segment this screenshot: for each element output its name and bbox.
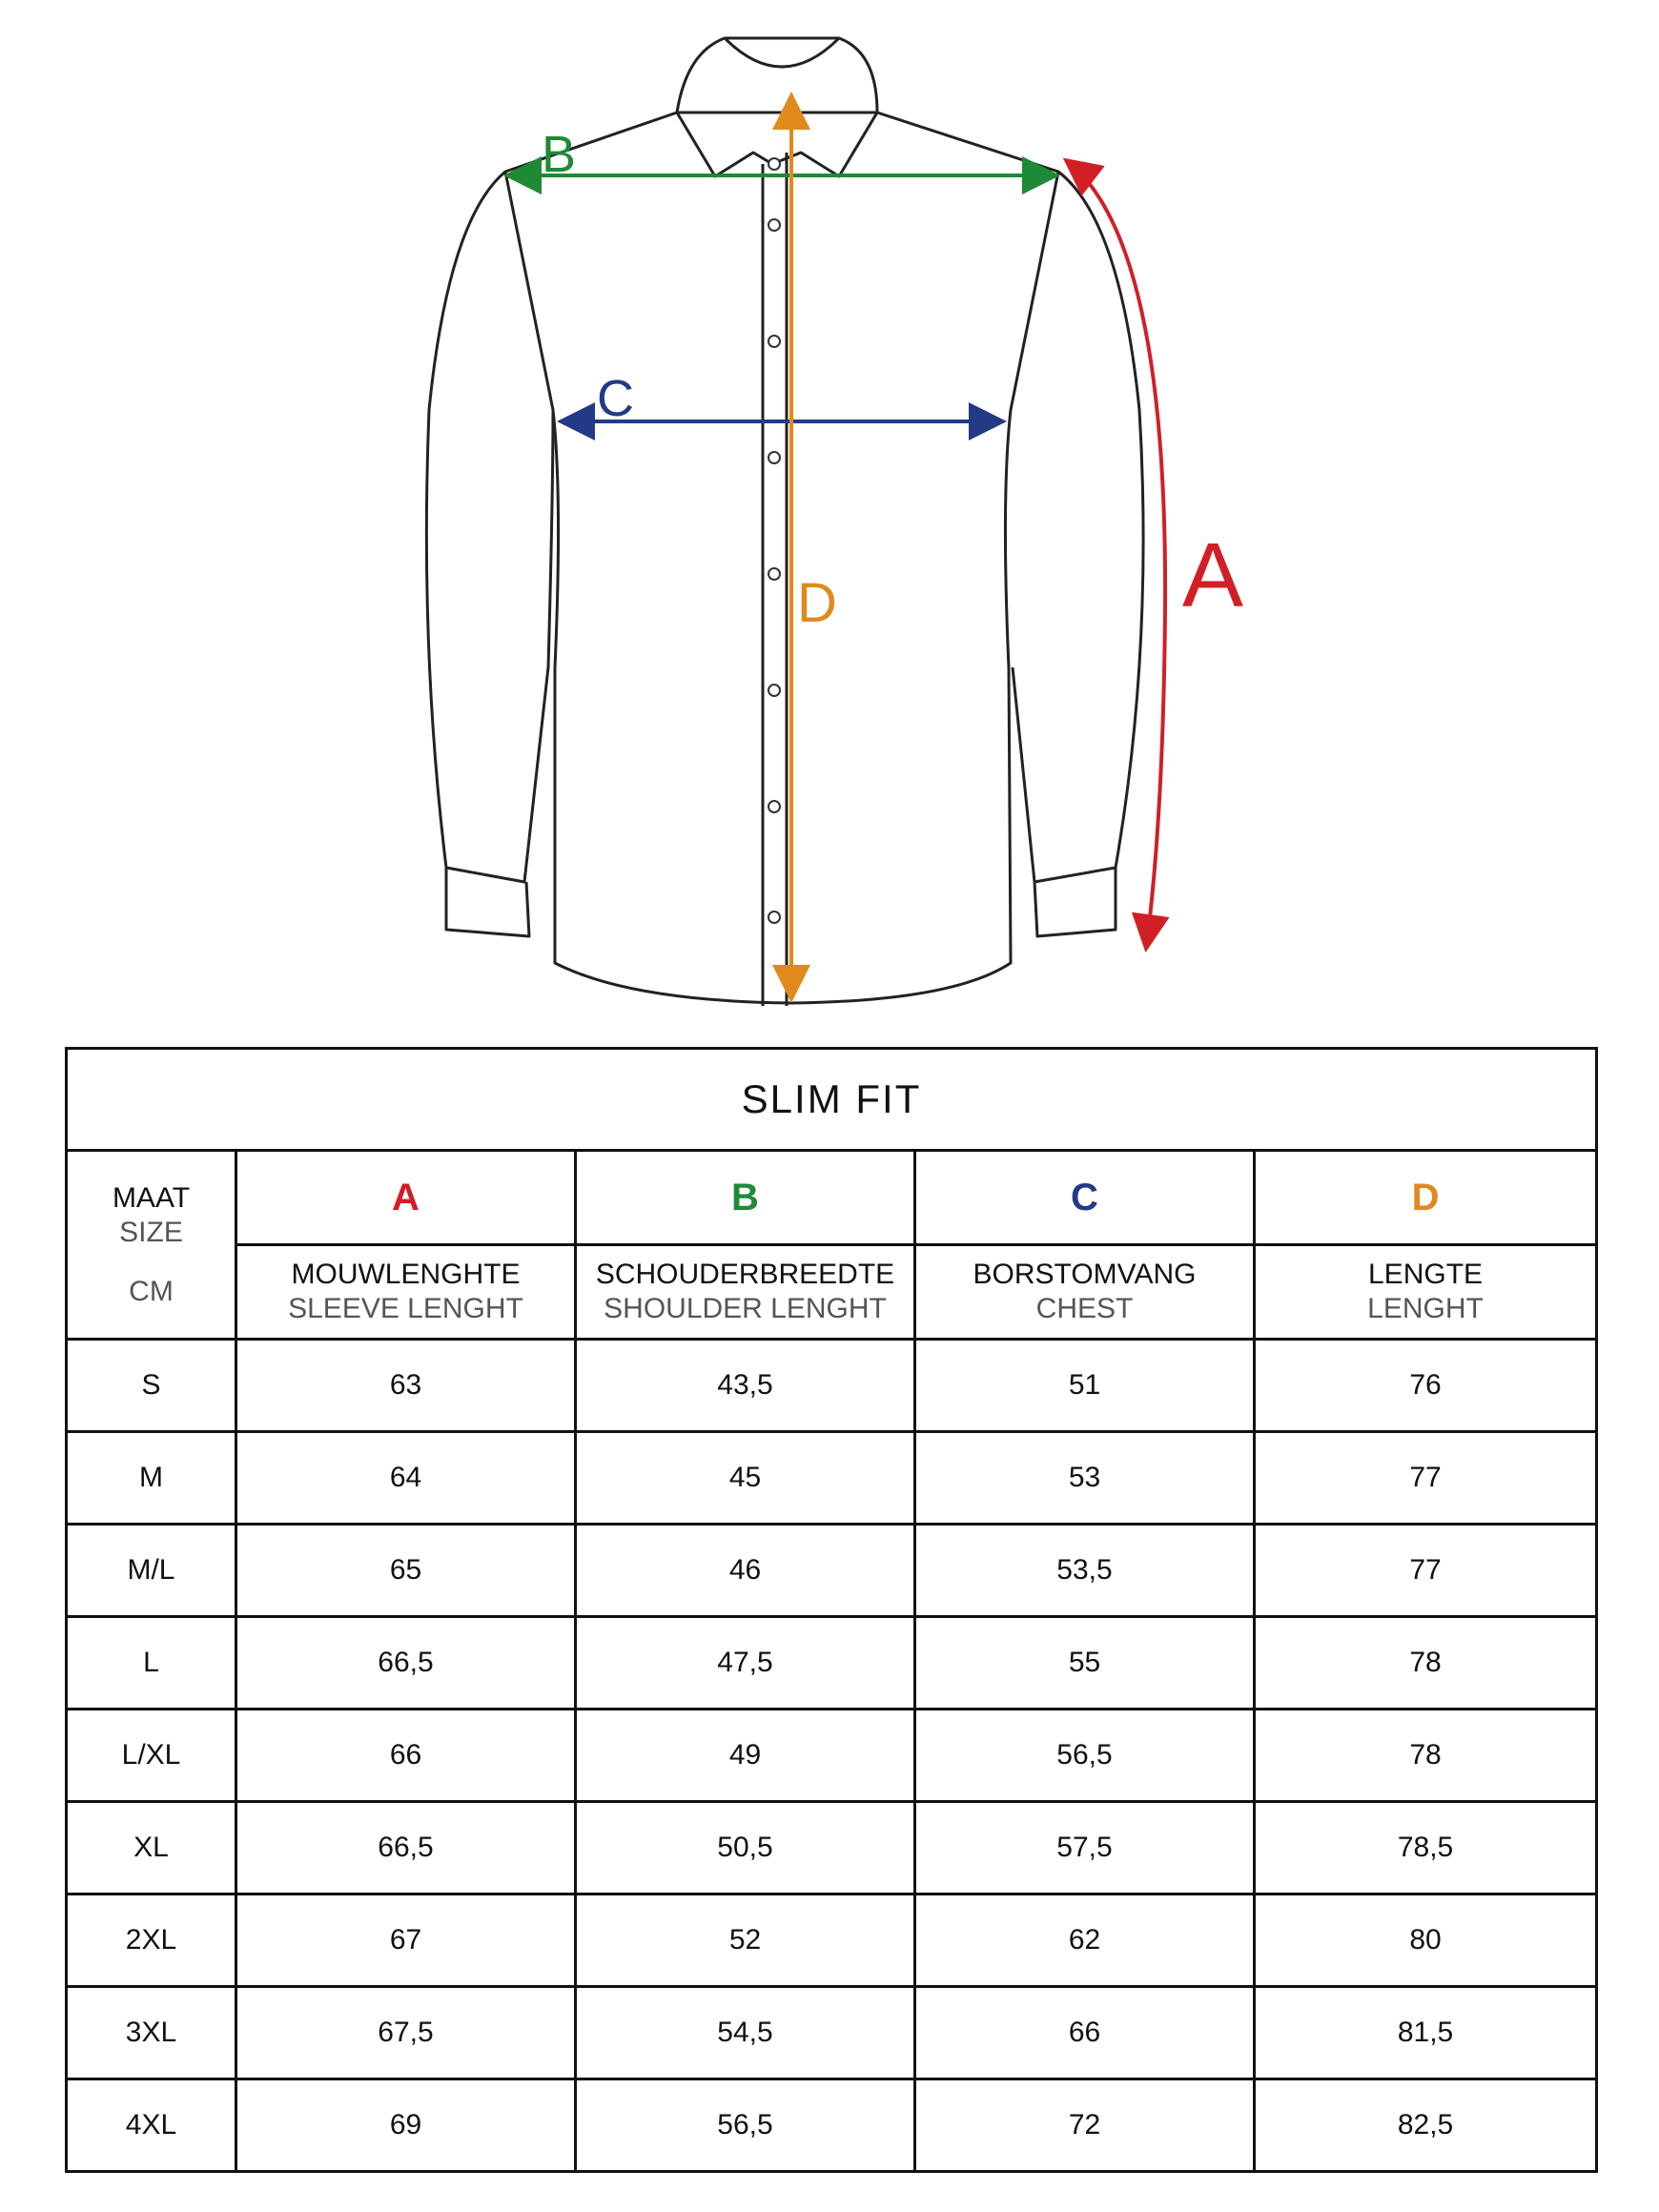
label-d: D <box>797 572 837 634</box>
column-letter-c: C <box>915 1151 1255 1245</box>
table-row <box>67 1802 1597 1895</box>
value-cell: 49 <box>576 1710 915 1802</box>
table-row <box>67 1525 1597 1617</box>
value-cell: 81,5 <box>1255 1987 1597 2079</box>
column-name-a <box>236 1245 576 1340</box>
value-cell: 54,5 <box>576 1987 915 2079</box>
value-cell: 56,5 <box>576 2079 915 2172</box>
value-cell: 64 <box>236 1432 576 1525</box>
value-cell: 62 <box>915 1895 1255 1987</box>
value-cell: 55 <box>915 1617 1255 1710</box>
size-chart-table <box>65 1047 1598 2173</box>
shirt-diagram <box>0 0 1659 1030</box>
size-header <box>67 1151 236 1340</box>
value-cell: 78 <box>1255 1617 1597 1710</box>
value-cell: 69 <box>236 2079 576 2172</box>
value-cell: 46 <box>576 1525 915 1617</box>
value-cell: 80 <box>1255 1895 1597 1987</box>
column-name-d <box>1255 1245 1597 1340</box>
value-cell: 78,5 <box>1255 1802 1597 1895</box>
value-cell: 82,5 <box>1255 2079 1597 2172</box>
size-cell: L/XL <box>67 1710 236 1802</box>
size-cell: M <box>67 1432 236 1525</box>
shirt-body <box>505 113 1058 1003</box>
size-cell: 4XL <box>67 2079 236 2172</box>
size-cell: M/L <box>67 1525 236 1617</box>
column-name: BORSTOMVANG <box>973 1259 1197 1290</box>
value-cell: 76 <box>1255 1340 1597 1432</box>
value-cell: 52 <box>576 1895 915 1987</box>
value-cell: 63 <box>236 1340 576 1432</box>
letter-row <box>67 1151 1597 1245</box>
size-header-maat: MAAT <box>112 1181 191 1214</box>
column-name: MOUWLENGHTE <box>291 1259 521 1290</box>
right-sleeve <box>1013 172 1143 882</box>
column-subname: SLEEVE LENGHT <box>288 1293 523 1324</box>
value-cell: 47,5 <box>576 1617 915 1710</box>
value-cell: 67,5 <box>236 1987 576 2079</box>
value-cell: 66,5 <box>236 1802 576 1895</box>
column-subname: CHEST <box>1035 1293 1134 1324</box>
size-header-unit: CM <box>129 1275 174 1307</box>
table-row <box>67 1987 1597 2079</box>
column-name-b <box>576 1245 915 1340</box>
value-cell: 66 <box>915 1987 1255 2079</box>
column-subname: SHOULDER LENGHT <box>604 1293 887 1324</box>
label-c: C <box>597 370 634 427</box>
buttons <box>768 158 780 923</box>
value-cell: 51 <box>915 1340 1255 1432</box>
size-cell: 3XL <box>67 1987 236 2079</box>
shirt-outline <box>426 38 1143 1006</box>
table-row <box>67 1710 1597 1802</box>
value-cell: 50,5 <box>576 1802 915 1895</box>
value-cell: 66,5 <box>236 1617 576 1710</box>
column-name-row <box>67 1245 1597 1340</box>
column-name: SCHOUDERBREEDTE <box>595 1259 895 1290</box>
value-cell: 78 <box>1255 1710 1597 1802</box>
label-b: B <box>542 126 577 183</box>
table-row <box>67 1432 1597 1525</box>
table-row <box>67 1340 1597 1432</box>
value-cell: 56,5 <box>915 1710 1255 1802</box>
column-letter-a: A <box>236 1151 576 1245</box>
value-cell: 65 <box>236 1525 576 1617</box>
size-header-size: SIZE <box>119 1216 183 1248</box>
value-cell: 66 <box>236 1710 576 1802</box>
value-cell: 72 <box>915 2079 1255 2172</box>
table-title: SLIM FIT <box>67 1049 1597 1151</box>
size-cell: L <box>67 1617 236 1710</box>
value-cell: 77 <box>1255 1525 1597 1617</box>
size-cell: S <box>67 1340 236 1432</box>
value-cell: 77 <box>1255 1432 1597 1525</box>
table-title-row <box>67 1049 1597 1151</box>
value-cell: 45 <box>576 1432 915 1525</box>
value-cell: 53,5 <box>915 1525 1255 1617</box>
column-letter-b: B <box>576 1151 915 1245</box>
table-row <box>67 1617 1597 1710</box>
left-sleeve <box>426 172 553 882</box>
column-name-c <box>915 1245 1255 1340</box>
label-a: A <box>1182 524 1244 626</box>
value-cell: 67 <box>236 1895 576 1987</box>
value-cell: 43,5 <box>576 1340 915 1432</box>
shirt-collar <box>677 38 877 176</box>
column-name: LENGTE <box>1368 1259 1484 1290</box>
table-row <box>67 2079 1597 2172</box>
table-row <box>67 1895 1597 1987</box>
value-cell: 53 <box>915 1432 1255 1525</box>
column-letter-d: D <box>1255 1151 1597 1245</box>
value-cell: 57,5 <box>915 1802 1255 1895</box>
column-subname: LENGHT <box>1367 1293 1484 1324</box>
size-cell: 2XL <box>67 1895 236 1987</box>
size-cell: XL <box>67 1802 236 1895</box>
